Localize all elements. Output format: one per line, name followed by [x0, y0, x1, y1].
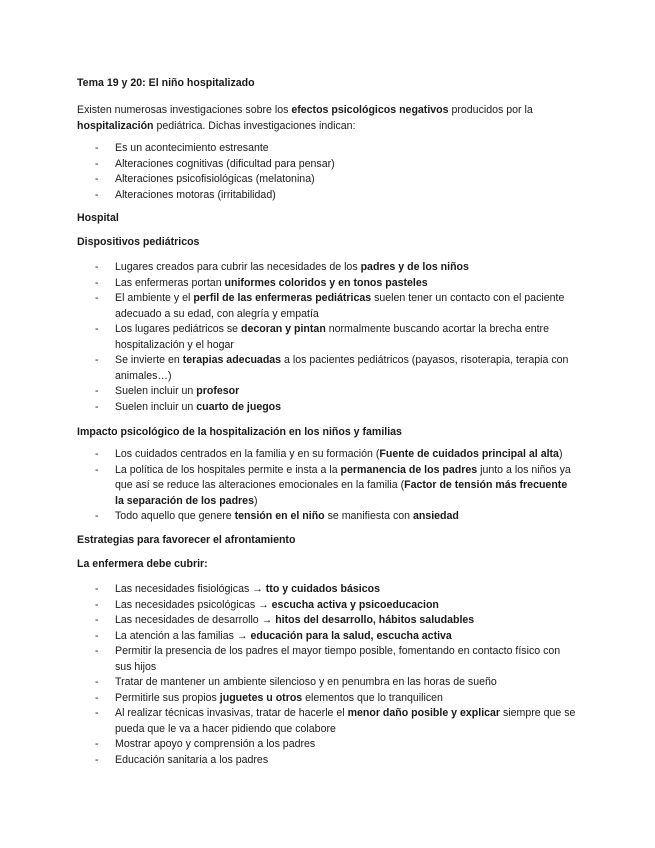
list-item: - Alteraciones cognitivas (dificultad para pensar) — [95, 157, 335, 170]
arrow-icon: → — [252, 583, 263, 595]
list-item: - Al realizar técnicas invasivas, tratar de hacerle el menor daño posible y explicar siempre que se pueda que le va a hacer pidiendo que colabore — [95, 707, 576, 735]
list-item: - Las enfermeras portan uniformes coloridos y en tonos pasteles — [95, 276, 428, 289]
list-item: - Se invierte en terapias adecuadas a los pacientes pediátricos (payasos, risoterapia, terapia con animales…) — [95, 354, 569, 382]
list-item: - Alteraciones psicofisiológicas (melatonina) — [95, 173, 315, 185]
heading-hospital: Hospital — [77, 212, 119, 224]
list-item: - Mostrar apoyo y comprensión a los padres — [95, 738, 316, 750]
list-item: - La atención a las familias → educación para la salud, escucha activa — [95, 629, 452, 642]
list-item: - La política de los hospitales permite e insta a la permanencia de los padres junto a los niños ya que así se reduce las alteraciones emocionales en la familia (Factor de tensión más frecuente la separación de los padres) — [95, 463, 571, 507]
dispositivos-list — [77, 260, 577, 415]
list-item: - Tratar de mantener un ambiente silencioso y en penumbra en las horas de sueño — [95, 676, 497, 688]
page-title: Tema 19 y 20: El niño hospitalizado — [77, 77, 255, 89]
heading-estrategias: Estrategias para favorecer el afrontamiento — [77, 534, 296, 546]
list-item: - Todo aquello que genere tensión en el niño se manifiesta con ansiedad — [95, 510, 459, 522]
list-item: - Alteraciones motoras (irritabilidad) — [95, 188, 276, 201]
intro-paragraph: Existen numerosas investigaciones sobre los efectos psicológicos negativos producidos por la hospitalización pediátrica. Dichas investigaciones indican: — [77, 104, 533, 132]
heading-enfermera: La enfermera debe cubrir: — [77, 558, 208, 570]
list-item: - Lugares creados para cubrir las necesidades de los padres y de los niños — [95, 261, 469, 273]
list-item: - Las necesidades fisiológicas → tto y cuidados básicos — [95, 583, 380, 595]
list-item: - Permitir la presencia de los padres el mayor tiempo posible, fomentando en contacto físico con sus hijos — [95, 645, 561, 673]
list-item: - Permitirle sus propios juguetes u otros elementos que lo tranquilicen — [95, 691, 443, 704]
arrow-icon: → — [236, 629, 248, 642]
list-item: - Las necesidades psicológicas → escucha activa y psicoeducacion — [95, 598, 439, 611]
arrow-icon: → — [261, 614, 273, 626]
list-item: - El ambiente y el perfil de las enfermeras pediátricas suelen tener un contacto con el paciente adecuado a su edad, con alegría y empatía — [95, 292, 565, 320]
cubrir-list — [77, 582, 577, 768]
list-item: - Suelen incluir un cuarto de juegos — [95, 400, 282, 413]
list-item: - Las necesidades de desarrollo → hitos del desarrollo, hábitos saludables — [95, 614, 475, 626]
list-item: - Es un acontecimiento estresante — [95, 142, 269, 154]
list-item: - Los cuidados centrados en la familia y en su formación (Fuente de cuidados principal al alta) — [95, 448, 563, 460]
list-item: - Educación sanitaria a los padres — [95, 753, 269, 766]
list-item: - Los lugares pediátricos se decoran y pintan normalmente buscando acortar la brecha entre hospitalización y el hogar — [95, 323, 549, 351]
heading-dispositivos: Dispositivos pediátricos — [77, 236, 200, 248]
impacto-list — [77, 447, 577, 525]
effects-list — [77, 141, 577, 203]
arrow-icon: → — [258, 598, 269, 611]
heading-impacto: Impacto psicológico de la hospitalización en los niños y familias — [77, 426, 402, 438]
list-item: - Suelen incluir un profesor — [95, 385, 240, 397]
